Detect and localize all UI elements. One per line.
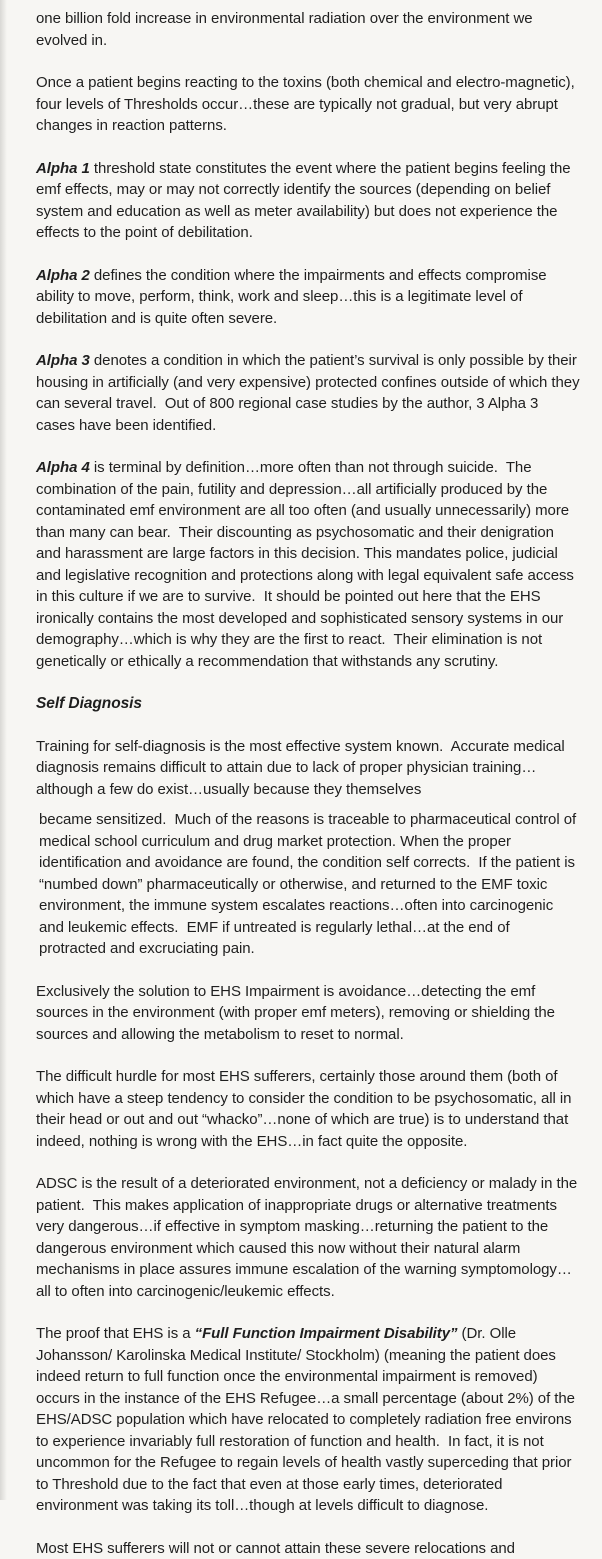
paragraph bbox=[36, 457, 580, 672]
paragraph bbox=[36, 1538, 580, 1559]
body-text: The proof that EHS is a bbox=[36, 1325, 195, 1342]
paragraph bbox=[36, 8, 580, 51]
paragraph bbox=[36, 1323, 580, 1517]
body-text: threshold state constitutes the event where the patient begins feeling the emf effects, may or may not correctly identify the sources (depending on belief system and education as well as meter availability) but does not experience the effects to the point of debilitation. bbox=[36, 160, 575, 242]
emphasis-text: Alpha 1 bbox=[36, 160, 90, 177]
paragraph bbox=[36, 265, 580, 330]
emphasis-text: “Full Function Impairment Disability” bbox=[195, 1325, 458, 1342]
body-text: denotes a condition in which the patient’s survival is only possible by their housing in artificially (and very expensive) protected confines outside of which they can several travel. Out of 800 regional case studies by the author, 3 Alpha 3 cases have been identified. bbox=[36, 352, 584, 434]
body-text: ADSC is the result of a deteriorated environment, not a deficiency or malady in the patient. This makes application of inappropriate drugs or alternative treatments very dangerous…if effective in symptom masking…returning the patient to the dangerous environment which caused this now without their natural alarm mechanisms in place assures immune escalation of the warning symptomology…all to often into carcinogenic/leukemic effects. bbox=[36, 1175, 581, 1300]
paragraph bbox=[36, 350, 580, 436]
emphasis-text: Alpha 4 bbox=[36, 459, 90, 476]
body-text: Training for self-diagnosis is the most effective system known. Accurate medical diagnosis remains difficult to attain due to lack of proper physician training…although a few do exist…usually because they themselves bbox=[36, 738, 569, 798]
paragraph bbox=[36, 1173, 580, 1302]
paragraph bbox=[36, 809, 580, 960]
paragraph bbox=[36, 1066, 580, 1152]
emphasis-text: Self Diagnosis bbox=[36, 695, 142, 712]
emphasis-text: Alpha 2 bbox=[36, 267, 90, 284]
paragraph bbox=[36, 158, 580, 244]
paragraph bbox=[36, 72, 580, 137]
body-text: defines the condition where the impairments and effects compromise ability to move, perform, think, work and sleep…this is a legitimate level of debilitation and is quite often severe. bbox=[36, 267, 551, 327]
paragraph bbox=[36, 981, 580, 1046]
body-text: is terminal by definition…more often than not through suicide. The combination of the pain, futility and depression…all artificially produced by the contaminated emf environment are all too often (and usually unnecessarily) more than many can bear. Their discounting as psychosomatic and their denigration and harassment are large factors in this decision. This mandates police, judicial and legislative recognition and protections along with legal equivalent safe access in this culture if we are to survive. It should be pointed out here that the EHS ironically contains the most developed and sophisticated sensory systems in our demography…which is why they are the first to react. Their elimination is not genetically or ethically a recommendation that withstands any scrutiny. bbox=[36, 459, 578, 670]
body-text: Most EHS sufferers will not or cannot attain these severe relocations and bbox=[36, 1540, 515, 1557]
body-text: Once a patient begins reacting to the toxins (both chemical and electro-magnetic), four levels of Thresholds occur…these are typically not gradual, but very abrupt changes in reaction patterns. bbox=[36, 74, 579, 134]
body-text: became sensitized. Much of the reasons is traceable to pharmaceutical control of medical school curriculum and drug market protection. When the proper identification and avoidance are found, the condition self corrects. If the patient is “numbed down” pharmaceutically or otherwise, and returned to the EMF toxic environment, the immune system escalates reactions…often into carcinogenic and leukemic effects. EMF if untreated is regularly lethal…at the end of protracted and excruciating pain. bbox=[39, 811, 580, 957]
body-text: Exclusively the solution to EHS Impairment is avoidance…detecting the emf sources in the environment (with proper emf meters), removing or shielding the sources and allowing the metabolism to reset to normal. bbox=[36, 983, 559, 1043]
body-text: (Dr. Olle Johansson/ Karolinska Medical Institute/ Stockholm) (meaning the patient does indeed return to full function once the environmental impairment is removed) occurs in the instance of the EHS Refugee…a small percentage (about 2%) of the EHS/ADSC population which have relocated to completely radiation free environs to experience invariably full restoration of function and health. In fact, it is not uncommon for the Refugee to regain levels of health vastly superceding that prior to Threshold due to the fact that even at those early times, deteriorated environment was taking its toll…though at levels difficult to diagnose. bbox=[36, 1325, 579, 1514]
emphasis-text: Alpha 3 bbox=[36, 352, 90, 369]
section-heading bbox=[36, 693, 580, 715]
body-text: The difficult hurdle for most EHS sufferers, certainly those around them (both of which have a steep tendency to consider the condition to be psychosomatic, all in their head or out and out “whacko”…none of which are true) is to understand that indeed, nothing is wrong with the EHS…in fact quite the opposite. bbox=[36, 1068, 576, 1150]
paragraph bbox=[36, 736, 580, 801]
body-text: one billion fold increase in environmental radiation over the environment we evolved in. bbox=[36, 10, 537, 49]
